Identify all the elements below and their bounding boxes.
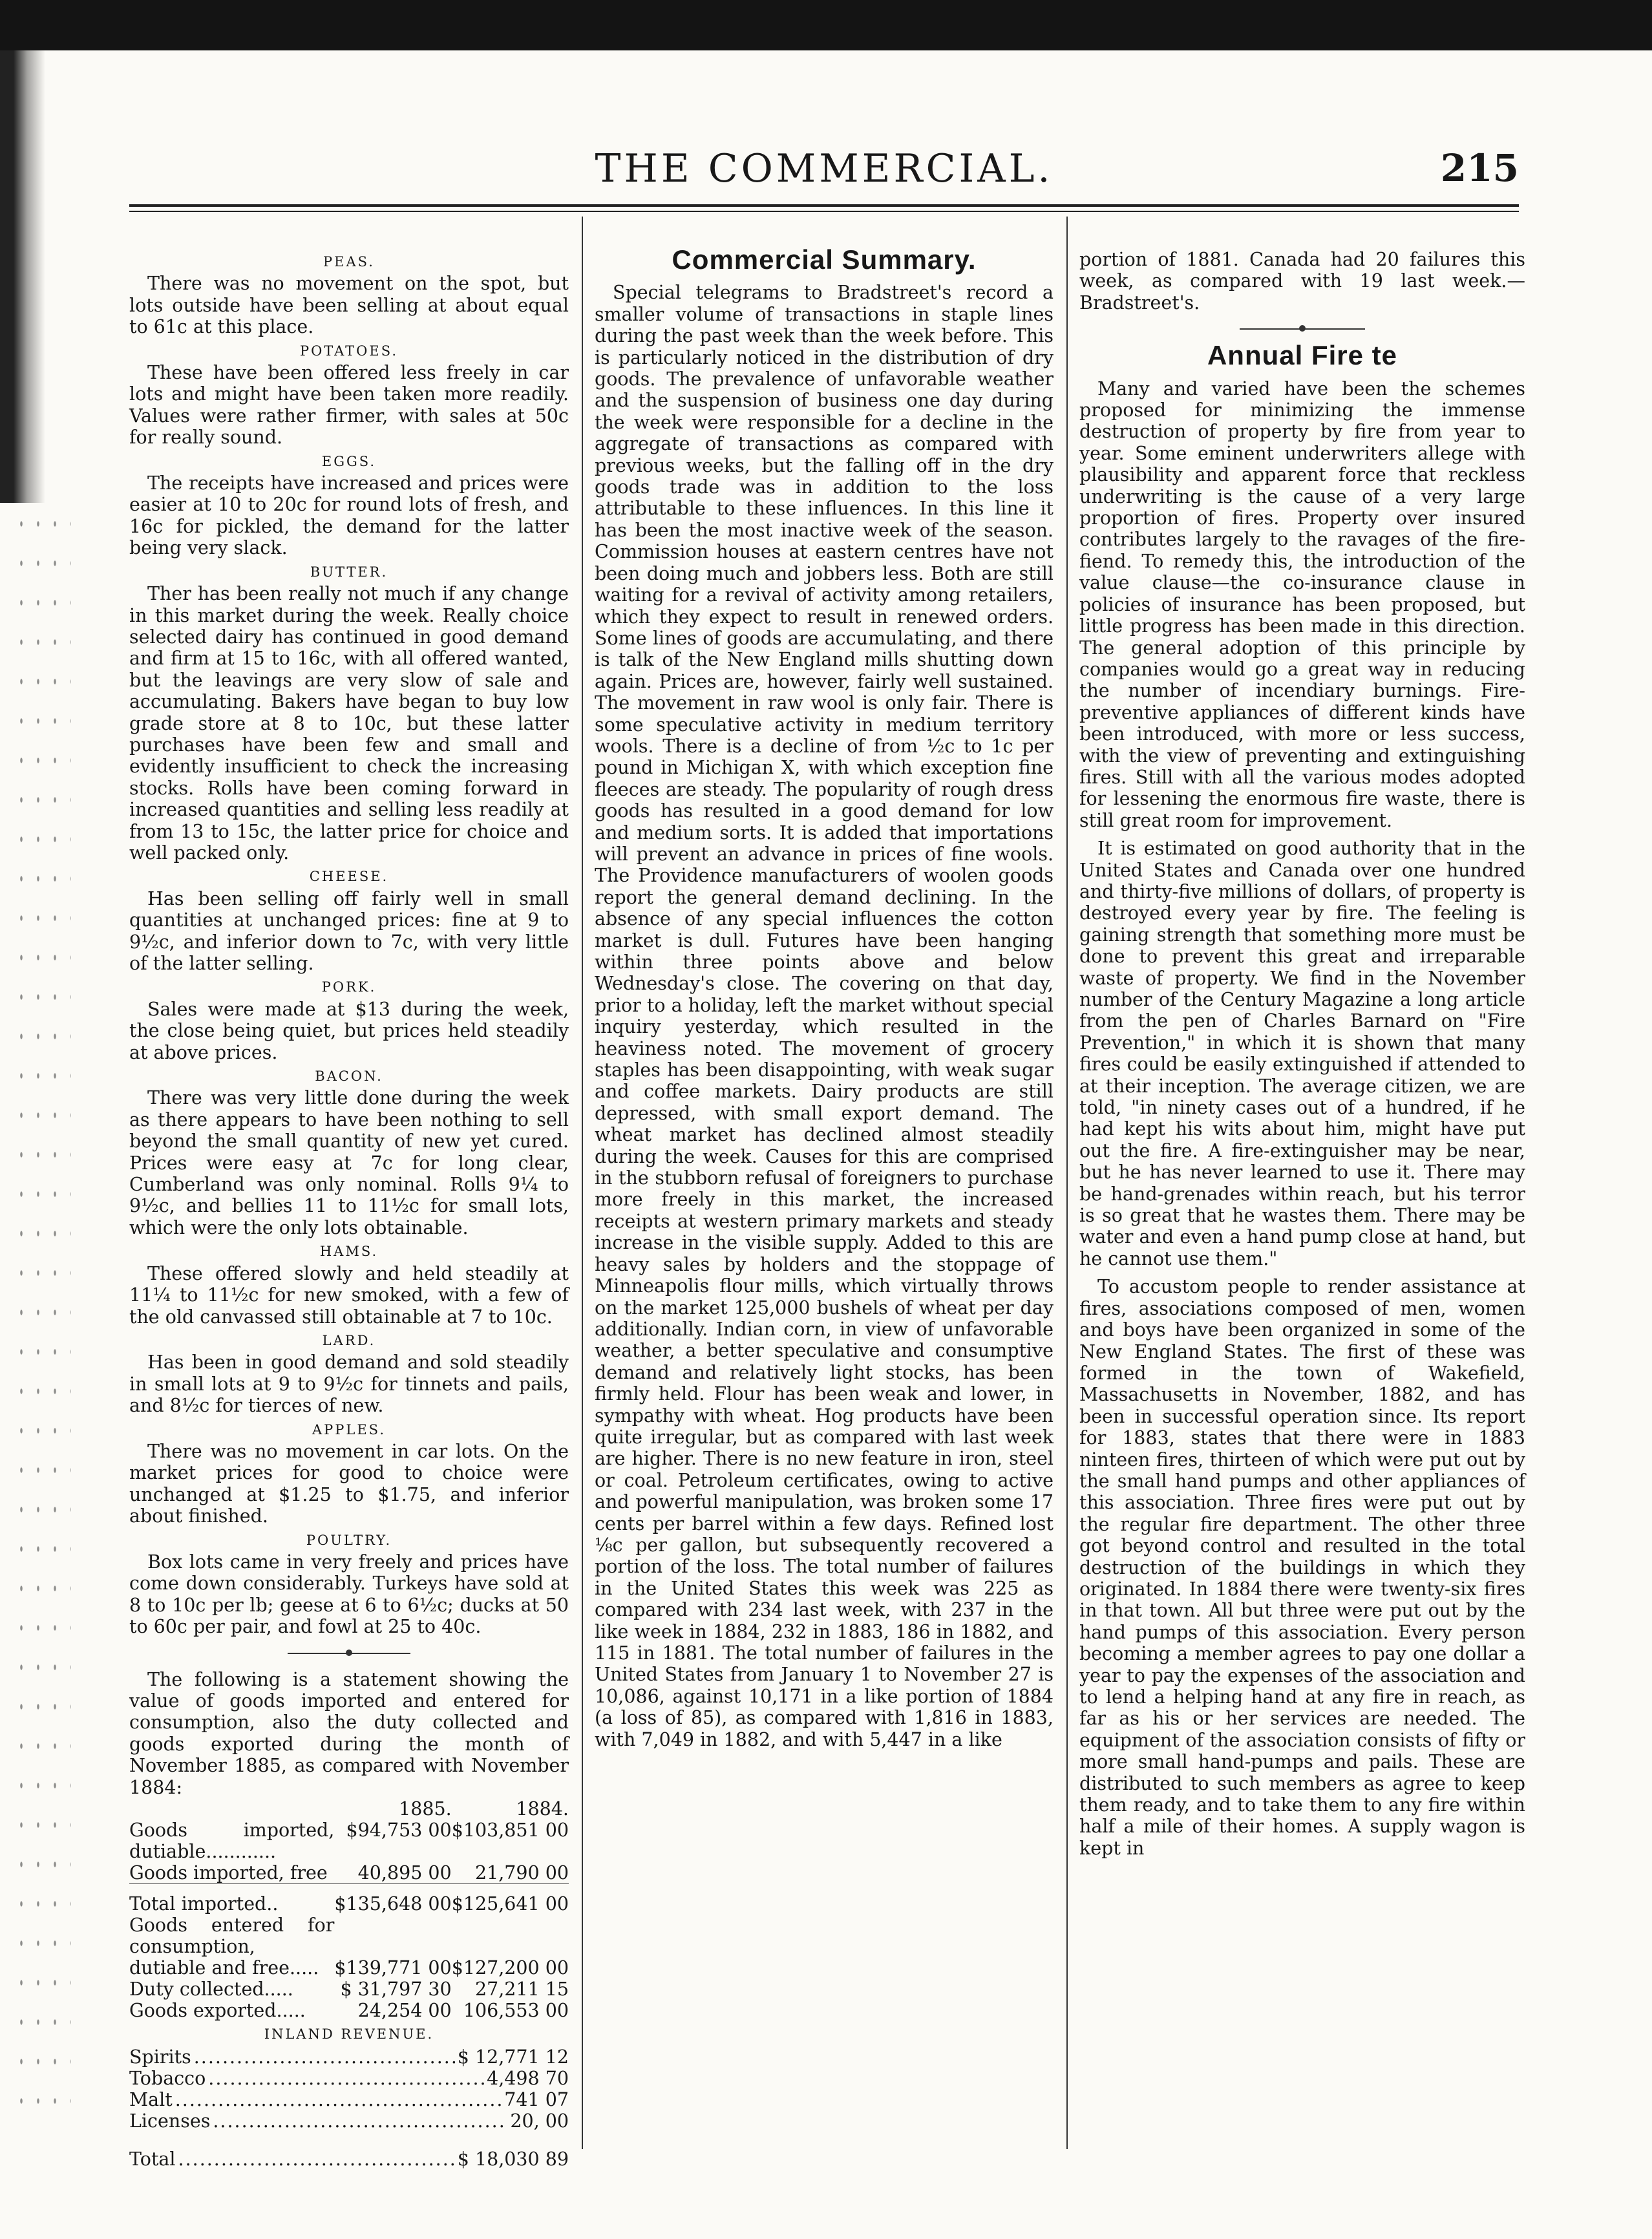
table-row xyxy=(129,1915,569,1979)
row-label: Goods entered for consumption, dutiable and free..... xyxy=(129,1915,335,1979)
item-value: $ 12,771 12 xyxy=(457,2046,569,2068)
table-row xyxy=(129,2000,569,2021)
column-divider-2 xyxy=(1066,217,1068,2149)
column-market-reports xyxy=(129,249,569,2170)
section-heading: EGGS. xyxy=(321,453,377,469)
section-heading: BUTTER. xyxy=(310,564,388,580)
list-item xyxy=(129,2068,569,2089)
article-paragraph: Special telegrams to Bradstreet's record a smaller volume of transactions in staple lines during the past week than the week before. This is particularly noticed in the distribution of dry goods. The prevalence of unfavorable weather and the suspension of business one day during the week were responsible for a decline in the aggregate of transactions as compared with previous weeks, but the falling off in the dry goods trade was in addition to the loss attributable to these influences. In this line it has been the most inactive week of the season. Commission houses at eastern centres have not been doing much and jobbers less. Both are still waiting for a revival of activity among retailers, which they expect to result in renewed orders. Some lines of goods are accumulating, and there is talk of the New England mills shutting down again. Prices are, however, fairly well sustained. The movement in raw wool is only fair. There is some speculative activity in medium territory wools. There is a decline of from ½c to 1c per pound in Michigan X, with which exception fine fleeces are steady. The popularity of rough dress goods has resulted in a good demand for low and medium sorts. It is added that importations will prevent an advance in prices of fine wools. The Providence manufacturers of woolen goods report the general demand declining. In the absence of any special influences the cotton market is dull. Futures have been hanging within three points above and below Wednesday's close. The covering on that day, prior to a holiday, left the market without special inquiry yesterday, which resulted in the heaviness noted. The movement of grocery staples has been disappointing, with weak sugar and coffee markets. Dairy products are still depressed, with small export demand. The wheat market has declined almost steadily during the week. Causes for this are comprised in the stubborn refusal of foreigners to purchase more freely in this market, the increased receipts at western primary markets and steady increase in the visible supply. Added to this are heavy sales by holders and the stoppage of Minneapolis flour mills, which virtually throws on the market 125,000 bushels of wheat per day additionally. Indian corn, in view of unfavorable weather, a better speculative and consumptive demand and relatively light stocks, has been firmly held. Flour has been weak and lower, in sympathy with wheat. Hog products have been quite irregular, but as compared with last week are higher. There is no new feature in iron, steel or coal. Petroleum certificates, owing to active and powerful manipulation, was broken some 17 cents per barrel within a few days. Refined lost ⅛c per gallon, but subsequently recovered a portion of the loss. The total number of failures in the United States this week was 225 as compared with 234 last week, with 237 in the like week in 1884, 232 in 1883, 186 in 1882, and 115 in 1881. The total number of failures in the United States from January 1 to November 27 is 10,086, against 10,171 in a like portion of 1884 (a loss of 85), as compared with 1,816 in 1883, with 7,049 in 1882, and with 5,447 in a like xyxy=(595,282,1054,1750)
row-value-1885: 24,254 00 xyxy=(357,2000,452,2022)
section-heading: CHEESE. xyxy=(309,869,389,885)
row-label: Goods exported..... xyxy=(129,2000,306,2022)
table-row xyxy=(129,1979,569,2000)
item-label: Spirits xyxy=(129,2046,191,2068)
list-item xyxy=(129,2089,569,2110)
year-header-1884: 1884. xyxy=(516,1798,569,1820)
section-text: Has been in good demand and sold steadily in small lots at 9 to 9½c for tinnets and pails, and 8½c for tierces of new. xyxy=(129,1352,569,1417)
row-value-1884: 27,211 15 xyxy=(474,1979,569,2000)
scan-margin-specks xyxy=(13,504,71,2120)
table-row xyxy=(129,1862,569,1884)
item-value: 20, 00 xyxy=(510,2110,569,2132)
section-text: The receipts have increased and prices were easier at 10 to 20c for round lots of fresh, and 16c for pickled, the demand for the latter being very slack. xyxy=(129,472,569,559)
column-commercial-summary xyxy=(595,244,1054,1750)
row-value-1885: $94,753 00 xyxy=(346,1820,452,1841)
section-text: There was no movement in car lots. On the market prices for good to choice were unchanged at $1.25 to $1.75, and inferior about finished. xyxy=(129,1440,569,1527)
section-heading: LARD. xyxy=(322,1332,376,1348)
section-heading: POULTRY. xyxy=(306,1532,392,1548)
item-value: 4,498 70 xyxy=(487,2068,569,2090)
row-value-1884: 21,790 00 xyxy=(474,1862,569,1884)
section-text: Ther has been really not much if any change in this market during the week. Really choice selected dairy has continued in good demand and firm at 15 to 16c, with all offered wanted, but the leavings are very slow of sale and accumulating. Bakers have began to buy low grade store at 8 to 10c, but these latter purchases have been few and small and evidently insufficient to check the increasing stocks. Rolls have been coming forward in increased quantities and selling less readily at from 13 to 15c, the latter price for choice and well packed only. xyxy=(129,583,569,864)
header-rule-thick xyxy=(129,204,1519,207)
row-label: Duty collected..... xyxy=(129,1979,293,2000)
row-value-1884: $125,641 00 xyxy=(451,1893,569,1915)
page-header xyxy=(129,146,1519,198)
section-divider xyxy=(1079,323,1525,335)
scan-left-edge xyxy=(0,50,45,503)
row-value-1885: $ 31,797 30 xyxy=(340,1979,452,2000)
section-text: These have been offered less freely in car lots and might have been taken more readily. Values were rather firmer, with sales at 50c for really sound. xyxy=(129,362,569,449)
section-text: There was very little done during the week as there appears to have been nothing to sell beyond the small quantity of new yet cured. Prices were easy at 7c for long clear, Cumberland was only nominal. Rolls 9¼ to 9½c, and bellies 11 to 11½c for small lots, which were the only lots obtainable. xyxy=(129,1087,569,1238)
section-heading: POTATOES. xyxy=(299,343,399,359)
year-header-1885: 1885. xyxy=(399,1798,452,1820)
inland-revenue-heading: INLAND REVENUE. xyxy=(264,2026,434,2043)
row-value-1885: 40,895 00 xyxy=(357,1862,452,1884)
section-text: Has been selling off fairly well in small quantities at unchanged prices: fine at 9 to 9½c, and inferior down to 7c, with very little of the latter selling. xyxy=(129,887,569,974)
row-value-1884: $127,200 00 xyxy=(451,1957,569,1979)
item-label: Licenses xyxy=(129,2110,211,2132)
table-row xyxy=(129,1820,569,1862)
row-label: Total imported.. xyxy=(129,1893,279,1915)
section-divider xyxy=(129,1647,569,1660)
row-value-1884: $103,851 00 xyxy=(451,1820,569,1841)
article-paragraph: To accustom people to render assistance at fires, associations composed of men, women and boys have been organized in some of the New England States. The first of these was formed in the town of Wakefield, Massachusetts in November, 1882, and has been in successful operation since. Its report for 1883, states that there were in 1883 ninteen fires, thirteen of which were put out by the small hand pumps and other appliances of this association. Three fires were put out by the regular fire department. The other three got beyond control and resulted in the total destruction of the buildings in which they originated. In 1884 there were twenty-six fires in that town. All but three were put out by the hand pumps of this association. Every person becoming a member agrees to pay one dollar a year to pay the expenses of the association and to lend a helping hand at any fire in reach, as far as his or her services are needed. The equipment of the association consists of fifty or more small hand-pumps and pails. These are distributed to such members as agree to keep them ready, and to take them to any fire within half a mile of their homes. A supply wagon is kept in xyxy=(1079,1276,1525,1859)
header-rule-thin xyxy=(129,211,1519,212)
total-row xyxy=(129,2149,569,2170)
section-text: Sales were made at $13 during the week, the close being quiet, but prices held steadily at above prices. xyxy=(129,998,569,1063)
section-text: These offered slowly and held steadily at 11¼ to 11½c for new smoked, with a few of the old canvassed still obtainable at 7 to 10c. xyxy=(129,1262,569,1328)
inland-revenue-list xyxy=(129,2046,569,2170)
column-fire-article xyxy=(1079,249,1525,1859)
article-paragraph: portion of 1881. Canada had 20 failures this week, as compared with 19 last week.—Bradstreet's. xyxy=(1079,249,1525,313)
section-heading: APPLES. xyxy=(312,1421,386,1438)
statement-intro: The following is a statement showing the value of goods imported and entered for consumption, also the duty collected and goods exported during the month of November 1885, as compared with November 1884: xyxy=(129,1668,569,1798)
section-heading: BACON. xyxy=(315,1068,383,1085)
row-label: Goods imported, free xyxy=(129,1862,328,1884)
section-heading: HAMS. xyxy=(319,1244,379,1260)
section-text: There was no movement on the spot, but lots outside have been selling at about equal to 61c at this place. xyxy=(129,273,569,338)
item-value: 741 07 xyxy=(504,2089,569,2111)
row-value-1885: $139,771 00 xyxy=(334,1957,452,1979)
total-value: $ 18,030 89 xyxy=(457,2149,569,2170)
item-label: Malt xyxy=(129,2089,173,2111)
page-number: 215 xyxy=(1440,146,1519,190)
page-title: THE COMMERCIAL. xyxy=(595,146,1054,191)
article-headline: Annual Fire te xyxy=(1207,340,1398,371)
row-label: Goods imported, dutiable............ xyxy=(129,1820,335,1863)
section-heading: PORK. xyxy=(321,979,377,995)
article-paragraph: Many and varied have been the schemes proposed for minimizing the immense destruction of property by fire from year to year. Some eminent underwriters allege with plausibility and apparent force that reckless underwriting is the cause of a very large proportion of fires. Property over insured contributes largely to the ravages of the fire-fiend. To remedy this, the introduction of the value clause—the co-insurance clause in policies of insurance has been proposed, but little progress has been made in this direction. The general adoption of this principle by companies would go a great way in reducing the number of incendiary burnings. Fire-preventive appliances of different kinds have been introduced, with more or less success, with the view of preventing and extinguishing fires. Still with all the various modes adopted for lessening the enormous fire waste, there is still great room for improvement. xyxy=(1079,377,1525,831)
row-value-1884: 106,553 00 xyxy=(463,2000,569,2022)
article-headline: Commercial Summary. xyxy=(672,244,977,275)
table-row xyxy=(129,1893,569,1915)
section-text: Box lots came in very freely and prices have come down considerably. Turkeys have sold at 8 to 10c per lb; geese at 6 to 6½c; ducks at 50 to 60c per pair, and fowl at 25 to 40c. xyxy=(129,1551,569,1638)
item-label: Tobacco xyxy=(129,2068,206,2090)
column-divider-1 xyxy=(582,217,583,2149)
total-label: Total xyxy=(129,2149,176,2170)
list-item xyxy=(129,2046,569,2068)
row-value-1885: $135,648 00 xyxy=(334,1893,452,1915)
list-item xyxy=(129,2110,569,2132)
scan-top-edge xyxy=(0,0,1652,50)
import-export-table xyxy=(129,1798,569,2021)
article-paragraph: It is estimated on good authority that in the United States and Canada over one hundred and thirty-five millions of dollars, of property is destroyed every year by fire. The feeling is gaining strength that something more must be done to prevent this great and irreparable waste of property. We find in the November number of the Century Magazine a long article from the pen of Charles Barnard on "Fire Prevention," in which it is shown that many fires could be easily extinguished if attended to at their inception. The average citizen, we are told, "in ninety cases out of a hundred, if he had kept his wits about him, might have put out the fire. A fire-extinguisher may be near, but he has never learned to use it. There may be hand-grenades within reach, but his terror is so great that he wastes them. There may be water and even a hand pump close at hand, but he cannot use them." xyxy=(1079,838,1525,1269)
section-heading: PEAS. xyxy=(323,254,375,270)
